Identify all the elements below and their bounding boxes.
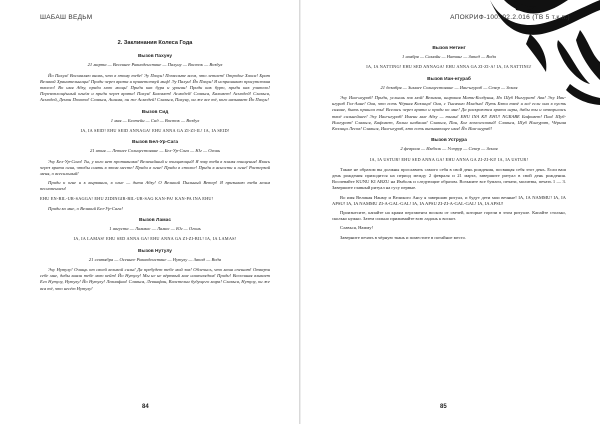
invocation-subtitle: 21 июня — Летнее Солнцестояние — Бел-Ур-Сага — Юг — Огонь xyxy=(89,148,221,154)
invocation-chant: IA, IA USTUR! EHU SED ANNA GA! EHU ANNA GA ZI-ZI-KI! IA, IA USTUR! xyxy=(369,156,529,162)
invocation-chant: IA, IA NATTING! EHU SED ANNAGA! EHU ANNA GA ZI-ZI-A! IA, IA NATTING! xyxy=(366,64,532,70)
invocation-block xyxy=(40,54,270,103)
left-running-head: ШАБАШ ВЕДЬМ xyxy=(40,14,93,21)
invocation-subtitle: 2 февраля — Имболк — Уструр — Север — Земля xyxy=(400,146,498,152)
body-paragraph: Произнесите, капайте на краям пергамента воском от свечей, которые горели в этом ритуале. Капайте столько, сколько нужно. Затем сильно прижимайте всю ладонь к воскот. xyxy=(332,210,566,222)
invocation-heading: Вызов Нетинг xyxy=(432,46,466,51)
invocation-block xyxy=(332,138,566,163)
invocation-paragraph: Йо Пахун! Восхваляю вновь, что в этому тебе! Эу Пахун! Позвольте всем, что летает! Отродье Хаоса! Брат Великой Хранительницы! Приди через врата и приветствуй миф! Эу Пахун! Йо Пахун! Я испрашиваю присутствия твоего! Во имя Абзу, приди мою мощь! Приди как буря и ураган! Приди как бурю, приди как учитель! Перевоплощённый огнём и приди через врата! Пахун! Бахомет! Асмодей! Славься, Бахомет! Асмодей! Славься, Асмодей, Демон Похоти! Славься, Ашима, он же Асмодей! Славься, Пахуну, он же все тё, кого называет Йо Пахун! xyxy=(40,72,270,103)
invocation-paragraph: Эху Иан-нгураб! Приди, услышь зов мой! Великая, широкая Мать-Колдунья, Ио Шуб Ниггурат! Ава! Эху Иан-нгураб Гол-Анне! Она, что есть Чёрная Козлица! Она, с Тысячью Младых! Путь Бэти твоё и всё если она в пусть сияние, быть пришла ты! Вселись через врата и приди ко мне! Да раскроются врата игры, дабы ты и отворилась твоё сильнейшее! Эху Иан-нгураб! Имени мне Абзу — тьмы! EHU INA KI! EHU! NGRABE Бафомет! Пан! Шуб-Ниггурат! Славься, Бафомет, Болин шабаша! Славься, Пан, Бог козлоголовий! Славься, Шуб Ниггурат, Чёрная Козлица Лесов! Славься, Иан-нгураб, кто есть вызывающее имя! Йо Иан-нгураб! xyxy=(332,95,566,132)
invocation-subtitle: 1 августа — Ламмас — Ламас — Юг — Огонь xyxy=(109,226,201,232)
invocation-chant: EHU EN-BIL-UR-SAGGA! EHU ZIDINGIR-BIL-UR-SAG KAN-PA! KAN-PA INA EHU! xyxy=(40,195,214,201)
invocation-paragraph: Эху Бел-Ур-Сага! Ты, у кого нет противника! Величайший и очищающий! Я зову тебя в пламя очищения! Явись через врата огня, чтобы сиять в этом месте! Приди в огне! Приди в столпе! Приди в ясности и огне! Растерзай меня, о всесильный! xyxy=(40,158,270,177)
right-page-number: 85 xyxy=(440,404,447,410)
invocation-block xyxy=(332,46,566,71)
invocation-paragraph: Эху Нутулу! Очищь от своей великой силы! Да пребудет тебе мой зов! Облечись, что меня спешат! Отверзи себе мне, дабы вняли тебе мою кейт! Йо Нутулу! Мы не не вёртвый мне иливзглядом! Приди! Вселенная вливает Его Нутулу, Нутулу! Йо Нутулу! Левиафан! Славься, Левиафан, Властелин будущего мира! Славься, Нутулу, он же вся тё, что несёт Нутулу! xyxy=(40,267,270,291)
invocation-subtitle: 21 сентября — Осеннее Равноденствие — Нутулу — Запад — Вода xyxy=(88,256,222,262)
body-paragraph: Также не образом вы должны прославить самого себя в свой день рождения, посвящая себя этот день. Если ваш день рождения приходится на период между 2 февраля и 21 марта, завершите ритуал в свой день рождения. Воспевайте KUNU KI ABZU на Имболк и следующие образом. Возьмите все бумаги, печати, молитвы, печать 1 — 3. Завершите главный ритуал на гусу первые. xyxy=(332,166,566,191)
invocation-chant: IA, IA SEID! EHU SEID ANNAGA! EHU ANNA GA ZI-ZI-IL! IA, IA SEID! xyxy=(80,128,230,134)
invocation-subtitle: 1 мая — Белтейн — Сид — Восток — Воздух xyxy=(110,117,200,123)
invocation-heading: Вызов Иан-нгураб xyxy=(427,76,471,82)
invocation-block xyxy=(40,249,270,292)
invocation-heading: Вызов Бел-Ур-Сага xyxy=(132,140,178,146)
invocation-paragraph: Приди ко мне, о Великий Бел-Ур-Сага! xyxy=(48,205,123,211)
right-page xyxy=(300,0,600,424)
invocation-heading: Вызов Нутулу xyxy=(138,248,172,254)
invocation-heading: Вызов Пахуну xyxy=(137,54,173,60)
right-text-block xyxy=(332,40,566,244)
invocation-heading: Вызов Уструра xyxy=(431,138,467,144)
right-running-head: АПОКРИФ-100: 02.2.016 (ТВ 5 т.к.п.) xyxy=(450,14,570,21)
invocation-heading: Вызов Ламас xyxy=(138,218,171,224)
body-paragraph: Во имя Великая Нанму и Великого Ансу я завершаю ритуал, и будут дети мои вечные! IA, IA NAMMU! IA, IA APSU! IA, IA NAMMU ZI-A-GAL-GAL! IA, IA APSU ZI-ZI-A-GAL-GAL! IA, IA APSU! xyxy=(332,194,566,206)
body-paragraph: Славься, Намму! xyxy=(340,225,374,231)
body-paragraph: Заверните печать в чёрную ткань и поместите в потайное место. xyxy=(340,234,467,240)
left-page-number: 84 xyxy=(142,404,149,410)
invocation-chant: IA, IA LAMAS! EHU SED ANNA GA! EHU ANNA GA ZI-ZI-BIL! IA, IA LAMAS! xyxy=(73,236,237,242)
invocation-subtitle: 1 ноября — Самайн — Натинг — Запад — Вода xyxy=(402,54,496,60)
left-text-block xyxy=(40,40,270,295)
invocation-block xyxy=(40,140,270,212)
invocation-subtitle: 21 марта — Весеннее Равноденствие — Пахуну — Восток — Воздух xyxy=(87,62,223,68)
invocation-block xyxy=(40,110,270,135)
section-title: 2. Заклинания Колеса Года xyxy=(117,40,193,46)
invocation-block xyxy=(332,77,566,133)
invocation-heading: Вызов Сид xyxy=(141,109,169,115)
invocation-block xyxy=(40,218,270,243)
invocation-paragraph: Приди к огне и к вырвании, в огне — дитя Абзу! О Великий Пыльный Ветер! Я призываю тебя моим песнопением! xyxy=(40,180,270,192)
invocation-subtitle: 21 декабря — Зимнее Солнцестояние — Иан-нгураб — Север — Земля xyxy=(380,84,518,90)
